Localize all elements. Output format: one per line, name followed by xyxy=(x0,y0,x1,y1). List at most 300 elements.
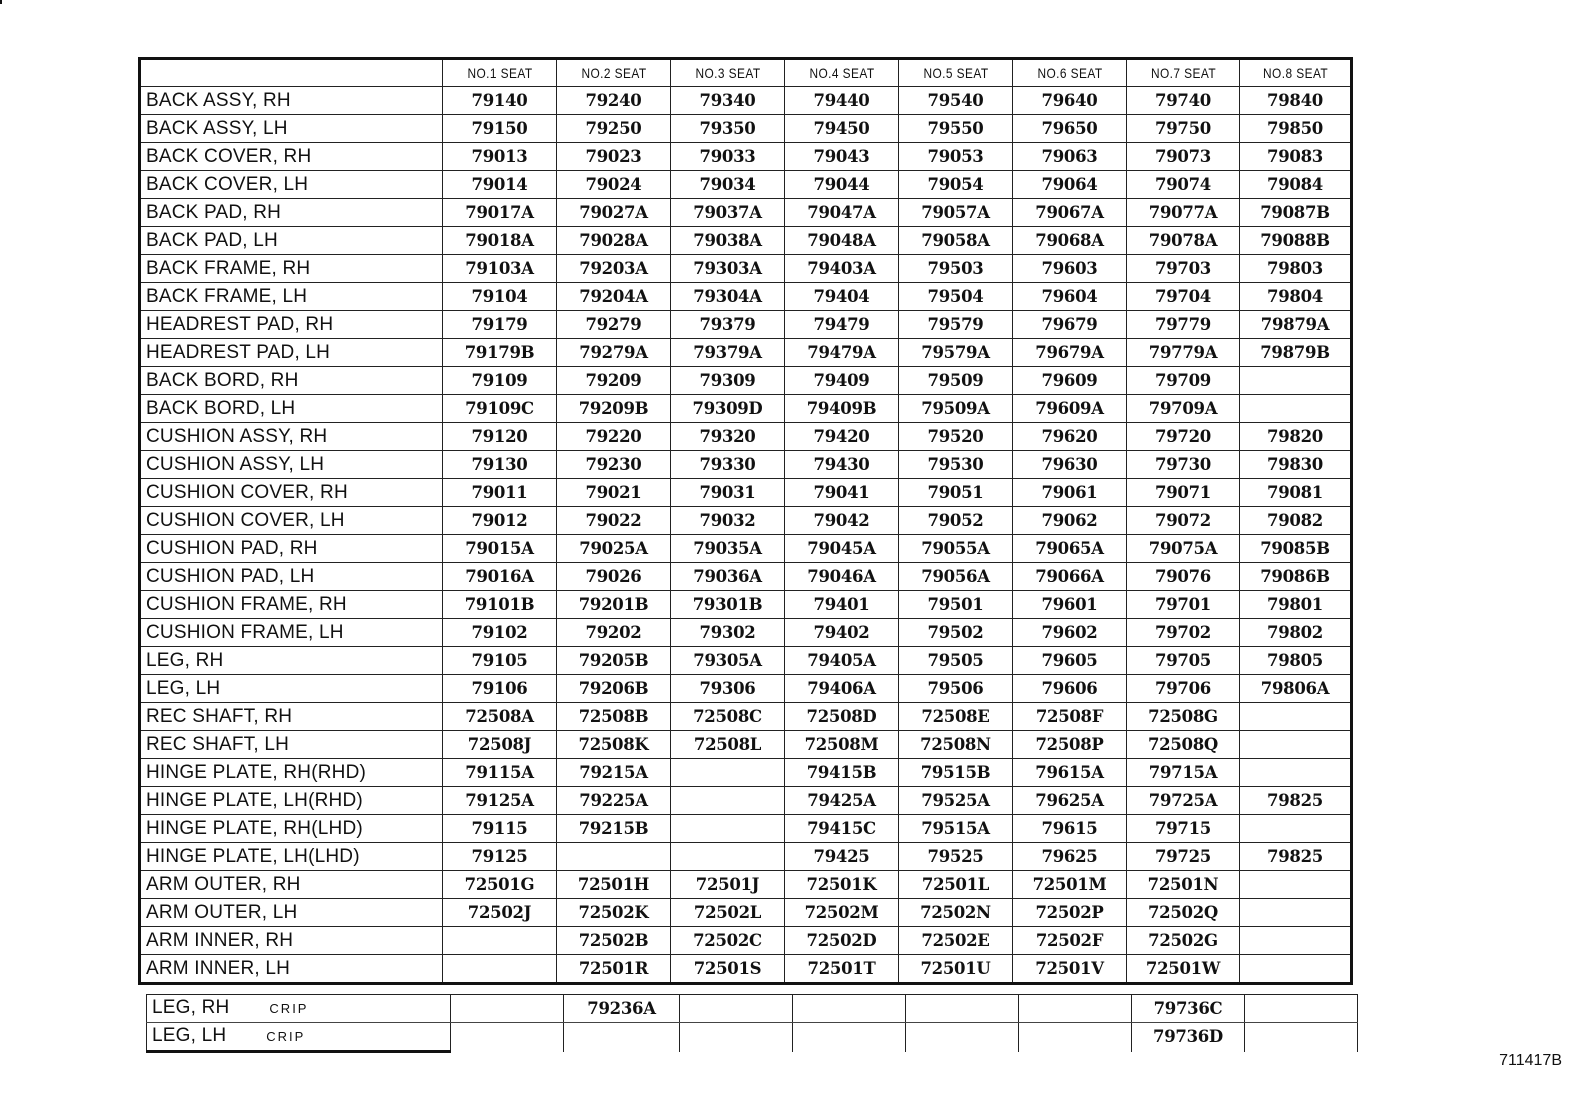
part-number-cell: 79048A xyxy=(785,227,899,255)
part-number-cell: 79409B xyxy=(785,395,899,423)
part-number-cell: 79045A xyxy=(785,535,899,563)
column-header: NO.8 SEAT xyxy=(1248,59,1343,87)
table-row xyxy=(140,535,1352,563)
column-header: NO.5 SEAT xyxy=(907,59,1004,87)
part-name-cell xyxy=(147,1023,451,1052)
table-row xyxy=(140,87,1352,115)
part-number-cell: 79061 xyxy=(1013,479,1127,507)
part-number-cell: 79409 xyxy=(785,367,899,395)
part-number-cell: 79225A xyxy=(557,787,671,815)
part-number-cell: 79479A xyxy=(785,339,899,367)
part-number-cell: 79715A xyxy=(1127,759,1240,787)
column-header: NO.2 SEAT xyxy=(565,59,662,87)
part-number-cell: 79736D xyxy=(1132,1023,1245,1052)
part-name-cell xyxy=(140,535,443,563)
part-name-cell xyxy=(140,927,443,955)
part-number-cell: 72508B xyxy=(557,703,671,731)
part-number-cell xyxy=(680,995,793,1023)
part-number-cell: 79620 xyxy=(1013,423,1127,451)
part-number-cell: 79509 xyxy=(899,367,1013,395)
part-number-cell xyxy=(1240,871,1352,899)
column-header: NO.4 SEAT xyxy=(793,59,890,87)
part-name-cell xyxy=(140,479,443,507)
part-number-cell: 79034 xyxy=(671,171,785,199)
part-number-cell: 79615 xyxy=(1013,815,1127,843)
part-number-cell: 72508Q xyxy=(1127,731,1240,759)
part-number-cell xyxy=(1240,367,1352,395)
part-number-cell: 79706 xyxy=(1127,675,1240,703)
part-number-cell: 79054 xyxy=(899,171,1013,199)
part-number-cell: 79053 xyxy=(899,143,1013,171)
part-number-cell: 79206B xyxy=(557,675,671,703)
part-number-cell: 79087B xyxy=(1240,199,1352,227)
part-number-cell: 79430 xyxy=(785,451,899,479)
part-number-cell: 79650 xyxy=(1013,115,1127,143)
part-number-cell: 79740 xyxy=(1127,87,1240,115)
part-number-cell: 79078A xyxy=(1127,227,1240,255)
table-row xyxy=(140,395,1352,423)
part-note: CRIP xyxy=(269,1001,309,1016)
table-row xyxy=(140,423,1352,451)
part-name-cell xyxy=(140,647,443,675)
part-number-cell xyxy=(1240,815,1352,843)
part-name: HEADREST PAD, RH xyxy=(146,314,334,335)
part-name: CUSHION PAD, LH xyxy=(146,566,315,587)
part-number-cell: 72501M xyxy=(1013,871,1127,899)
table-row xyxy=(140,703,1352,731)
part-number-cell xyxy=(1019,995,1132,1023)
part-number-cell xyxy=(793,995,906,1023)
part-number-cell: 79820 xyxy=(1240,423,1352,451)
part-number-cell: 79014 xyxy=(443,171,557,199)
part-name-cell xyxy=(140,703,443,731)
table-row xyxy=(140,255,1352,283)
part-number-cell: 79058A xyxy=(899,227,1013,255)
part-number-cell: 79303A xyxy=(671,255,785,283)
part-number-cell: 79625A xyxy=(1013,787,1127,815)
part-number-cell: 79709 xyxy=(1127,367,1240,395)
part-number-cell: 79715 xyxy=(1127,815,1240,843)
part-name-cell xyxy=(140,227,443,255)
part-name-cell xyxy=(140,423,443,451)
part-name: CUSHION COVER, RH xyxy=(146,482,348,503)
part-number-cell: 79205B xyxy=(557,647,671,675)
part-number-cell: 79044 xyxy=(785,171,899,199)
part-name-cell xyxy=(140,143,443,171)
part-number-cell: 79120 xyxy=(443,423,557,451)
part-number-cell: 79031 xyxy=(671,479,785,507)
part-number-cell: 79104 xyxy=(443,283,557,311)
part-number-cell: 72502M xyxy=(785,899,899,927)
part-number-cell: 79309 xyxy=(671,367,785,395)
part-number-cell: 79525A xyxy=(899,787,1013,815)
part-number-cell: 79602 xyxy=(1013,619,1127,647)
part-name: REC SHAFT, LH xyxy=(146,734,290,755)
part-name-cell xyxy=(140,255,443,283)
part-number-cell: 79038A xyxy=(671,227,785,255)
part-name: CUSHION FRAME, RH xyxy=(146,594,347,615)
table-row xyxy=(140,787,1352,815)
part-number-cell: 79801 xyxy=(1240,591,1352,619)
part-name: CUSHION PAD, RH xyxy=(146,538,318,559)
part-number-cell: 79405A xyxy=(785,647,899,675)
part-number-cell: 79047A xyxy=(785,199,899,227)
part-number-cell: 79012 xyxy=(443,507,557,535)
part-number-cell: 72502L xyxy=(671,899,785,927)
part-number-cell: 79279A xyxy=(557,339,671,367)
part-number-cell: 72508P xyxy=(1013,731,1127,759)
table-row xyxy=(140,283,1352,311)
part-number-cell: 79601 xyxy=(1013,591,1127,619)
part-number-cell: 79026 xyxy=(557,563,671,591)
part-number-cell: 79074 xyxy=(1127,171,1240,199)
part-number-cell: 79201B xyxy=(557,591,671,619)
part-number-cell: 79725 xyxy=(1127,843,1240,871)
part-number-cell: 79404 xyxy=(785,283,899,311)
part-number-cell: 79130 xyxy=(443,451,557,479)
part-number-cell xyxy=(443,927,557,955)
part-number-cell: 79440 xyxy=(785,87,899,115)
part-number-cell: 79037A xyxy=(671,199,785,227)
part-number-cell: 72508M xyxy=(785,731,899,759)
part-number-cell: 79046A xyxy=(785,563,899,591)
part-number-cell: 79709A xyxy=(1127,395,1240,423)
part-number-cell: 79550 xyxy=(899,115,1013,143)
part-name-cell xyxy=(140,171,443,199)
part-number-cell: 79515B xyxy=(899,759,1013,787)
table-row xyxy=(140,843,1352,871)
table-row xyxy=(140,563,1352,591)
part-number-cell: 79406A xyxy=(785,675,899,703)
table-row xyxy=(140,227,1352,255)
part-number-cell xyxy=(557,843,671,871)
part-number-cell: 72508K xyxy=(557,731,671,759)
part-number-cell: 79705 xyxy=(1127,647,1240,675)
part-number-cell: 79606 xyxy=(1013,675,1127,703)
part-number-cell: 79803 xyxy=(1240,255,1352,283)
part-name-cell xyxy=(140,675,443,703)
part-number-cell xyxy=(1019,1023,1132,1052)
part-number-cell: 79066A xyxy=(1013,563,1127,591)
part-number-cell: 79850 xyxy=(1240,115,1352,143)
part-number-cell: 79504 xyxy=(899,283,1013,311)
part-number-cell: 79150 xyxy=(443,115,557,143)
part-number-cell: 79804 xyxy=(1240,283,1352,311)
part-name-cell xyxy=(140,395,443,423)
part-number-cell: 79011 xyxy=(443,479,557,507)
part-number-cell xyxy=(1245,995,1358,1023)
part-name-cell xyxy=(140,591,443,619)
part-number-cell: 79720 xyxy=(1127,423,1240,451)
part-number-cell: 79736C xyxy=(1132,995,1245,1023)
part-name-cell xyxy=(140,507,443,535)
part-name: REC SHAFT, RH xyxy=(146,706,293,727)
part-number-cell: 79179 xyxy=(443,311,557,339)
part-number-cell: 79330 xyxy=(671,451,785,479)
part-number-cell: 79023 xyxy=(557,143,671,171)
part-name: ARM INNER, RH xyxy=(146,930,294,951)
part-number-cell: 79379 xyxy=(671,311,785,339)
part-number-cell: 79840 xyxy=(1240,87,1352,115)
part-name: HEADREST PAD, LH xyxy=(146,342,331,363)
part-number-cell: 79236A xyxy=(564,995,680,1023)
part-number-cell: 79064 xyxy=(1013,171,1127,199)
part-number-cell: 72508G xyxy=(1127,703,1240,731)
part-number-cell: 79505 xyxy=(899,647,1013,675)
table-row xyxy=(140,591,1352,619)
part-name: BACK FRAME, LH xyxy=(146,286,308,307)
part-name: ARM INNER, LH xyxy=(146,958,291,979)
part-name-cell xyxy=(140,787,443,815)
part-number-cell xyxy=(906,995,1019,1023)
table-row xyxy=(140,731,1352,759)
part-name-cell xyxy=(140,563,443,591)
part-name-cell xyxy=(140,339,443,367)
part-name: BACK FRAME, RH xyxy=(146,258,311,279)
part-name: ARM OUTER, RH xyxy=(146,874,301,895)
part-number-cell: 72508C xyxy=(671,703,785,731)
part-number-cell: 72501K xyxy=(785,871,899,899)
part-number-cell: 79609A xyxy=(1013,395,1127,423)
part-number-cell: 79115A xyxy=(443,759,557,787)
part-number-cell: 79640 xyxy=(1013,87,1127,115)
part-number-cell: 79125 xyxy=(443,843,557,871)
part-number-cell: 79071 xyxy=(1127,479,1240,507)
part-number-cell: 79625 xyxy=(1013,843,1127,871)
part-number-cell: 79109C xyxy=(443,395,557,423)
part-number-cell: 79062 xyxy=(1013,507,1127,535)
part-number-cell: 79825 xyxy=(1240,843,1352,871)
part-number-cell: 79704 xyxy=(1127,283,1240,311)
part-number-cell: 72502P xyxy=(1013,899,1127,927)
part-name: BACK BORD, LH xyxy=(146,398,296,419)
part-number-cell xyxy=(671,787,785,815)
part-number-cell: 79425A xyxy=(785,787,899,815)
table-row xyxy=(140,675,1352,703)
table-row xyxy=(140,815,1352,843)
part-number-cell: 72502Q xyxy=(1127,899,1240,927)
part-number-cell: 72502K xyxy=(557,899,671,927)
part-number-cell xyxy=(671,815,785,843)
part-number-cell xyxy=(671,759,785,787)
part-number-cell: 79179B xyxy=(443,339,557,367)
part-number-cell xyxy=(1245,1023,1358,1052)
part-name-cell xyxy=(140,283,443,311)
part-number-cell: 79125A xyxy=(443,787,557,815)
part-number-cell: 72501N xyxy=(1127,871,1240,899)
part-number-cell: 79805 xyxy=(1240,647,1352,675)
part-number-cell: 79730 xyxy=(1127,451,1240,479)
part-name-cell xyxy=(140,451,443,479)
part-name: BACK ASSY, RH xyxy=(146,90,291,111)
table-row xyxy=(140,955,1352,984)
table-row xyxy=(140,759,1352,787)
part-number-cell: 72502F xyxy=(1013,927,1127,955)
table-header-row xyxy=(140,59,1352,87)
part-number-cell: 79679 xyxy=(1013,311,1127,339)
part-number-cell: 72501R xyxy=(557,955,671,984)
table-row xyxy=(140,927,1352,955)
part-number-cell: 79603 xyxy=(1013,255,1127,283)
part-name: BACK COVER, LH xyxy=(146,174,309,195)
part-name-cell xyxy=(140,871,443,899)
part-name-cell xyxy=(140,815,443,843)
crip-parts-table xyxy=(146,994,1358,1053)
part-number-cell: 79076 xyxy=(1127,563,1240,591)
part-number-cell: 79052 xyxy=(899,507,1013,535)
part-number-cell: 79830 xyxy=(1240,451,1352,479)
part-number-cell: 79604 xyxy=(1013,283,1127,311)
part-name-cell xyxy=(140,955,443,984)
part-number-cell: 79055A xyxy=(899,535,1013,563)
part-number-cell: 79025A xyxy=(557,535,671,563)
column-header: NO.6 SEAT xyxy=(1021,59,1118,87)
part-number-cell: 79402 xyxy=(785,619,899,647)
part-number-cell: 79379A xyxy=(671,339,785,367)
part-number-cell: 79230 xyxy=(557,451,671,479)
part-number-cell: 79515A xyxy=(899,815,1013,843)
part-number-cell: 79017A xyxy=(443,199,557,227)
part-number-cell: 79403A xyxy=(785,255,899,283)
part-number-cell: 79036A xyxy=(671,563,785,591)
part-number-cell xyxy=(671,843,785,871)
part-name: BACK COVER, RH xyxy=(146,146,312,167)
part-number-cell: 72501T xyxy=(785,955,899,984)
part-number-cell: 79509A xyxy=(899,395,1013,423)
part-name-cell xyxy=(140,759,443,787)
part-number-cell: 79057A xyxy=(899,199,1013,227)
part-name: HINGE PLATE, LH(RHD) xyxy=(146,790,363,811)
document-id: 711417B xyxy=(1499,1052,1562,1069)
part-number-cell: 79579A xyxy=(899,339,1013,367)
part-number-cell: 79479 xyxy=(785,311,899,339)
part-number-cell xyxy=(451,995,564,1023)
part-number-cell: 72502B xyxy=(557,927,671,955)
part-number-cell: 72502J xyxy=(443,899,557,927)
part-name-cell xyxy=(147,995,451,1023)
part-number-cell xyxy=(1240,395,1352,423)
part-number-cell: 72508E xyxy=(899,703,1013,731)
part-number-cell: 79520 xyxy=(899,423,1013,451)
part-name: LEG, RH xyxy=(146,650,224,671)
part-number-cell: 79501 xyxy=(899,591,1013,619)
part-number-cell: 72501U xyxy=(899,955,1013,984)
table-row xyxy=(140,451,1352,479)
part-number-cell xyxy=(451,1023,564,1052)
table-row xyxy=(140,647,1352,675)
part-number-cell xyxy=(1240,731,1352,759)
part-number-cell xyxy=(443,955,557,984)
part-number-cell: 79220 xyxy=(557,423,671,451)
part-number-cell: 79106 xyxy=(443,675,557,703)
part-number-cell: 79240 xyxy=(557,87,671,115)
part-number-cell: 79032 xyxy=(671,507,785,535)
part-name: LEG, RH xyxy=(152,997,230,1018)
part-number-cell: 79063 xyxy=(1013,143,1127,171)
part-number-cell: 79825 xyxy=(1240,787,1352,815)
part-number-cell: 79320 xyxy=(671,423,785,451)
part-number-cell: 72508D xyxy=(785,703,899,731)
part-name-cell xyxy=(140,899,443,927)
part-name: HINGE PLATE, RH(RHD) xyxy=(146,762,367,783)
part-number-cell: 72508A xyxy=(443,703,557,731)
column-header: NO.1 SEAT xyxy=(451,59,548,87)
part-number-cell: 79630 xyxy=(1013,451,1127,479)
table-row xyxy=(140,171,1352,199)
part-number-cell: 79415C xyxy=(785,815,899,843)
part-name: BACK PAD, LH xyxy=(146,230,278,251)
part-number-cell: 72501S xyxy=(671,955,785,984)
part-number-cell: 72501W xyxy=(1127,955,1240,984)
part-number-cell: 79067A xyxy=(1013,199,1127,227)
part-name: HINGE PLATE, RH(LHD) xyxy=(146,818,363,839)
part-number-cell: 79204A xyxy=(557,283,671,311)
part-number-cell: 79024 xyxy=(557,171,671,199)
column-header: NO.7 SEAT xyxy=(1135,59,1231,87)
header-blank-cell xyxy=(162,59,420,87)
part-number-cell: 79525 xyxy=(899,843,1013,871)
part-number-cell: 72501J xyxy=(671,871,785,899)
part-number-cell: 72501L xyxy=(899,871,1013,899)
part-number-cell: 79215A xyxy=(557,759,671,787)
part-number-cell: 72508J xyxy=(443,731,557,759)
part-number-cell xyxy=(1240,759,1352,787)
table-row xyxy=(140,619,1352,647)
part-number-cell: 79679A xyxy=(1013,339,1127,367)
part-number-cell: 79279 xyxy=(557,311,671,339)
part-name: BACK PAD, RH xyxy=(146,202,282,223)
part-number-cell xyxy=(1240,927,1352,955)
part-number-cell: 79101B xyxy=(443,591,557,619)
part-number-cell: 79015A xyxy=(443,535,557,563)
part-number-cell: 79302 xyxy=(671,619,785,647)
part-number-cell: 79140 xyxy=(443,87,557,115)
part-number-cell: 79082 xyxy=(1240,507,1352,535)
table-row xyxy=(140,899,1352,927)
part-number-cell: 79021 xyxy=(557,479,671,507)
part-number-cell: 79035A xyxy=(671,535,785,563)
table-row xyxy=(140,115,1352,143)
part-number-cell: 79209 xyxy=(557,367,671,395)
part-number-cell: 79068A xyxy=(1013,227,1127,255)
part-number-cell xyxy=(1240,955,1352,984)
table-row xyxy=(140,199,1352,227)
part-name-cell xyxy=(140,843,443,871)
part-number-cell: 79073 xyxy=(1127,143,1240,171)
part-number-cell: 79086B xyxy=(1240,563,1352,591)
part-number-cell: 72502G xyxy=(1127,927,1240,955)
part-number-cell: 79105 xyxy=(443,647,557,675)
part-number-cell: 72508F xyxy=(1013,703,1127,731)
part-number-cell xyxy=(793,1023,906,1052)
part-number-cell xyxy=(1240,703,1352,731)
part-number-cell: 79802 xyxy=(1240,619,1352,647)
part-number-cell: 79209B xyxy=(557,395,671,423)
part-number-cell: 79703 xyxy=(1127,255,1240,283)
part-number-cell: 79016A xyxy=(443,563,557,591)
part-name: CUSHION COVER, LH xyxy=(146,510,345,531)
part-number-cell: 79077A xyxy=(1127,199,1240,227)
part-number-cell: 79340 xyxy=(671,87,785,115)
part-number-cell: 79084 xyxy=(1240,171,1352,199)
table-row xyxy=(140,507,1352,535)
part-number-cell: 79401 xyxy=(785,591,899,619)
part-number-cell: 72502E xyxy=(899,927,1013,955)
table-row xyxy=(140,871,1352,899)
table-row xyxy=(147,995,1358,1023)
part-name-cell xyxy=(140,619,443,647)
part-name: LEG, LH xyxy=(146,678,221,699)
